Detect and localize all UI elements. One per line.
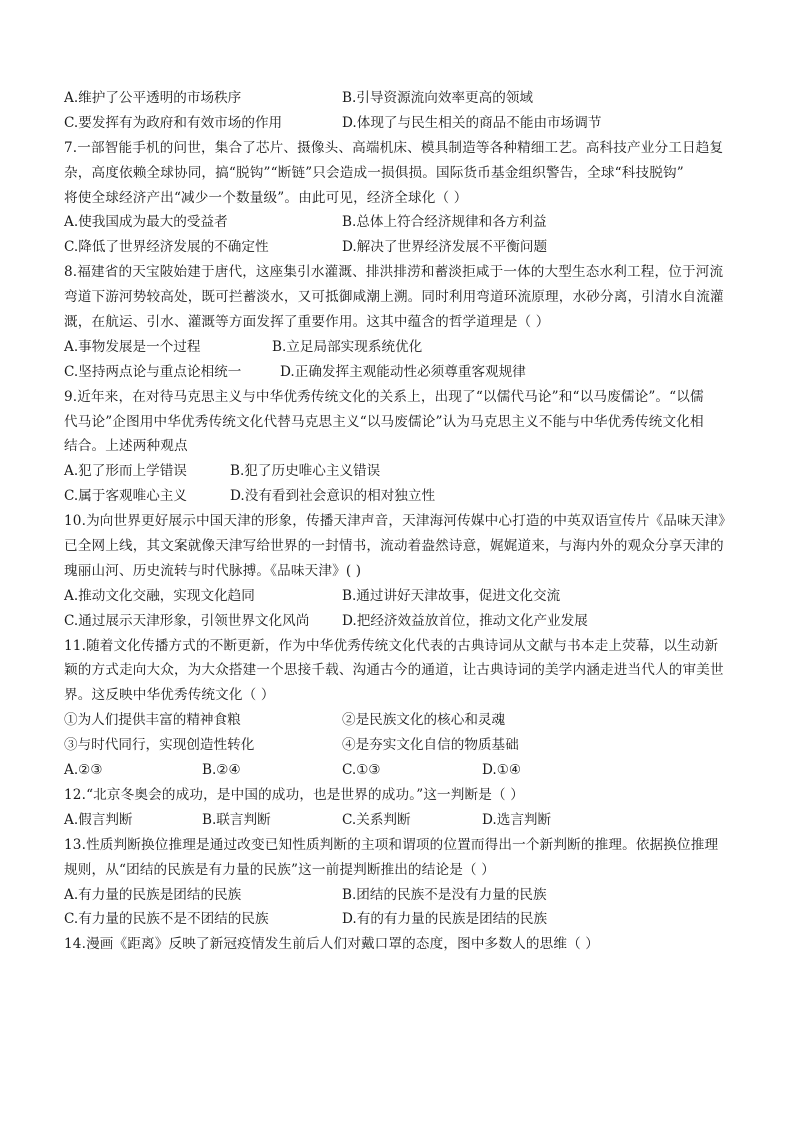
q7-option-b: B.总体上符合经济规律和各方利益 [342,214,547,231]
q10-option-b: B.通过讲好天津故事，促进文化交流 [342,587,561,604]
q7-stem-line: 杂，高度依赖全球协同，搞“脱钩”“断链”只会造成一损俱损。国际货币基金组织警告，全球“科技脱钩” [64,164,684,181]
q9-stem-line: 代马论”企图用中华优秀传统文化代替马克思主义“以马废儒论”认为马克思主义不能与中华优秀传统文化相 [64,413,704,430]
q12-stem-line: 12.“北京冬奥会的成功，是中国的成功，也是世界的成功。”这一判断是（ ） [64,786,524,803]
exam-page [0,86,794,957]
q11-statement-4: ④是夯实文化自信的物质基础 [342,737,519,754]
q8-option-b: B.立足局部实现系统优化 [272,338,423,355]
q12-option-d: D.选言判断 [482,811,552,828]
statement-row [0,733,794,758]
option-row [0,808,794,833]
q12-option-c: C.关系判断 [342,811,411,828]
q7-option-d: D.解决了世界经济发展不平衡问题 [342,239,548,256]
q13-stem-line: 13.性质判断换位推理是通过改变已知性质判断的主项和谓项的位置而得出一个新判断的推理。依据换位推理 [64,836,719,853]
q10-stem-line: 瑰丽山河、历史流转与时代脉搏。《品味天津》( ) [64,562,362,579]
q13-option-a: A.有力量的民族是团结的民族 [64,886,242,903]
q13-stem-line: 规则，从“团结的民族是有力量的民族”这一前提判断推出的结论是（ ） [64,861,495,878]
option-row [0,360,794,385]
option-row [0,907,794,932]
q10-option-a: A.推动文化交融，实现文化趋同 [64,587,255,604]
q9-option-d: D.没有看到社会意识的相对独立性 [230,488,436,505]
q6-option-c: C.要发挥有为政府和有效市场的作用 [64,114,283,131]
q14-stem-line: 14.漫画《距离》反映了新冠疫情发生前后人们对戴口罩的态度，图中多数人的思维（ ） [64,936,600,953]
q13-option-b: B.团结的民族不是没有力量的民族 [342,886,547,903]
option-row [0,883,794,908]
q11-option-b: B.②④ [202,762,241,779]
q7-option-a: A.使我国成为最大的受益者 [64,214,228,231]
q7-stem-line: 7.一部智能手机的问世，集合了芯片、摄像头、高端机床、模具制造等各种精细工艺。高科技产业分工日趋复 [64,139,724,156]
option-row [0,111,794,136]
q12-option-b: B.联言判断 [202,811,271,828]
q8-option-c: C.坚持两点论与重点论相统一 [64,363,242,380]
q11-option-d: D.①④ [482,762,522,779]
q11-option-c: C.①③ [342,762,381,779]
option-row [0,758,794,783]
q10-option-d: D.把经济效益放首位，推动文化产业发展 [342,612,588,629]
option-row [0,609,794,634]
q9-stem-line: 9.近年来，在对待马克思主义与中华优秀传统文化的关系上，出现了“以儒代马论”和“以马废儒论”。“以儒 [64,388,704,405]
q8-option-d: D.正确发挥主观能动性必须尊重客观规律 [280,363,526,380]
option-row [0,235,794,260]
q11-statement-2: ②是民族文化的核心和灵魂 [342,712,506,729]
q11-option-a: A.②③ [64,762,103,779]
q6-option-b: B.引导资源流向效率更高的领域 [342,90,534,106]
q9-option-c: C.属于客观唯心主义 [64,488,187,505]
statement-row [0,708,794,733]
q11-stem-line: 11.随着文化传播方式的不断更新，作为中华优秀传统文化代表的古典诗词从文献与书本走上荧幕，以生动新 [64,637,719,654]
q9-stem-line: 结合。上述两种观点 [64,438,188,455]
q10-stem-line: 10.为向世界更好展示中国天津的形象，传播天津声音，天津海河传媒中心打造的中英双语宣传片《品味天津》 [64,513,733,530]
q8-stem-line: 8.福建省的天宝陂始建于唐代，这座集引水灌溉、排洪排涝和蓄淡拒咸于一体的大型生态水利工程，位于河流 [64,264,724,281]
q6-option-d: D.体现了与民生相关的商品不能由市场调节 [342,114,602,131]
q9-option-a: A.犯了形而上学错误 [64,463,187,480]
q11-statement-1: ①为人们提供丰富的精神食粮 [64,712,241,729]
q7-option-c: C.降低了世界经济发展的不确定性 [64,239,269,256]
q8-stem-line: 溉，在航运、引水、灌溉等方面发挥了重要作用。这其中蕴含的哲学道理是（ ） [64,314,550,331]
option-row [0,584,794,609]
q6-option-a: A.维护了公平透明的市场秩序 [64,90,242,106]
q8-option-a: A.事物发展是一个过程 [64,338,201,355]
q10-option-c: C.通过展示天津形象，引领世界文化风尚 [64,612,310,629]
option-row [0,210,794,235]
option-row [0,335,794,360]
q11-stem-line: 界。这反映中华优秀传统文化（ ） [64,687,275,704]
q12-option-a: A.假言判断 [64,811,133,828]
q7-stem-line: 将使全球经济产出“减少一个数量级”。由此可见，经济全球化（ ） [64,189,468,206]
q13-option-d: D.有的有力量的民族是团结的民族 [342,911,548,928]
option-row [0,484,794,509]
q11-stem-line: 颖的方式走向大众，为大众搭建一个思接千载、沟通古今的通道，让古典诗词的美学内涵走进当代人的审美世 [64,662,724,679]
q9-option-b: B.犯了历史唯心主义错误 [230,463,381,480]
option-row [0,86,794,111]
q11-statement-3: ③与时代同行，实现创造性转化 [64,737,255,754]
q10-stem-line: 已全网上线，其文案就像天津写给世界的一封情书，流动着盎然诗意，娓娓道来，与海内外的观众分享天津的 [64,538,724,555]
q13-option-c: C.有力量的民族不是不团结的民族 [64,911,269,928]
q8-stem-line: 弯道下游河势较高处，既可拦蓄淡水，又可抵御咸潮上溯。同时利用弯道环流原理，水砂分离，引清水自流灌 [64,289,724,306]
option-row [0,459,794,484]
